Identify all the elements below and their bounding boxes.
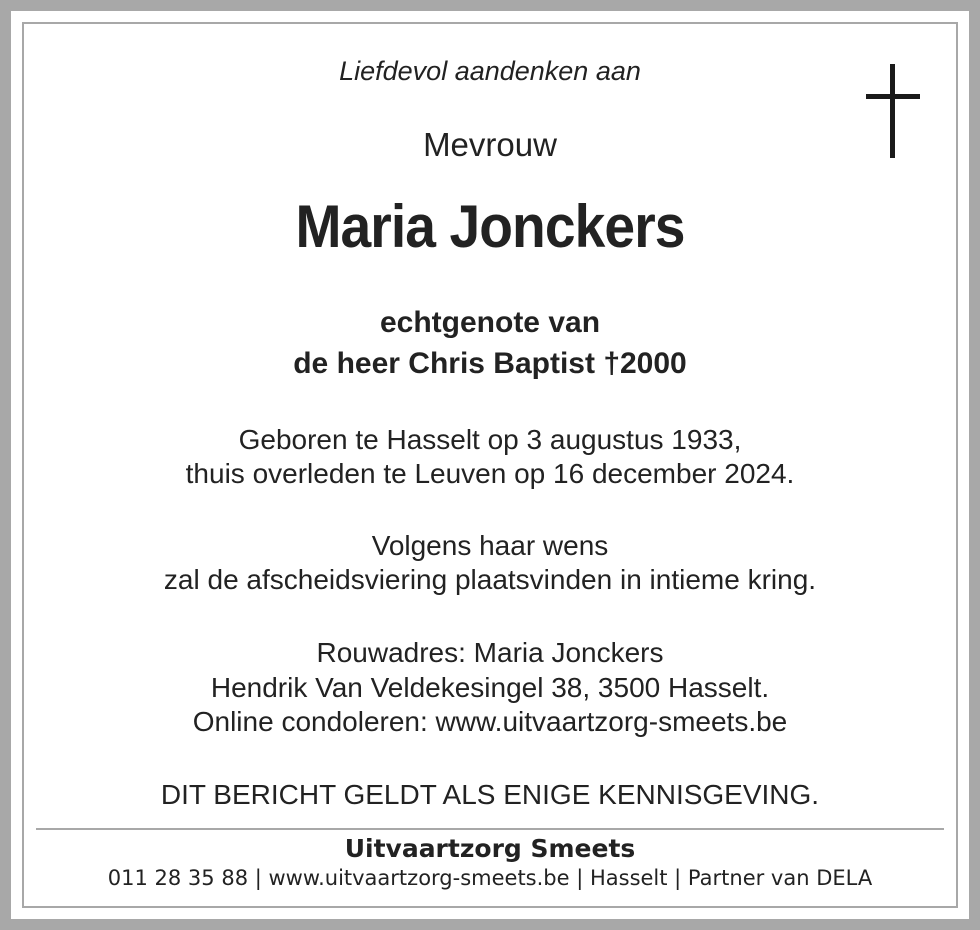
company-contact: 011 28 35 88 | www.uitvaartzorg-smeets.be | Hasselt | Partner van DELA [107,866,873,890]
company-name: Uitvaartzorg Smeets [344,834,636,863]
spouse-line-2: de heer Chris Baptist †2000 [293,347,687,380]
birth-line: Geboren te Hasselt op 3 augustus 1933, [238,424,742,455]
wish-line-1: Volgens haar wens [371,530,609,561]
death-line: thuis overleden te Leuven op 16 december 2024. [185,458,795,489]
wish-line-2: zal de afscheidsviering plaatsvinden in intieme kring. [163,564,817,595]
honorific: Mevrouw [423,126,557,163]
address-line-2: Hendrik Van Veldekesingel 38, 3500 Hasselt. [210,672,770,703]
tagline: Liefdevol aandenken aan [339,56,641,86]
notice-statement: DIT BERICHT GELDT ALS ENIGE KENNISGEVING. [160,779,820,810]
spouse-line-1: echtgenote van [379,306,601,339]
footer-divider [36,828,944,830]
deceased-name: Maria Jonckers [295,193,685,260]
online-condolence-line: Online condoleren: www.uitvaartzorg-smeets.be [192,706,788,737]
address-line-1: Rouwadres: Maria Jonckers [316,637,664,668]
